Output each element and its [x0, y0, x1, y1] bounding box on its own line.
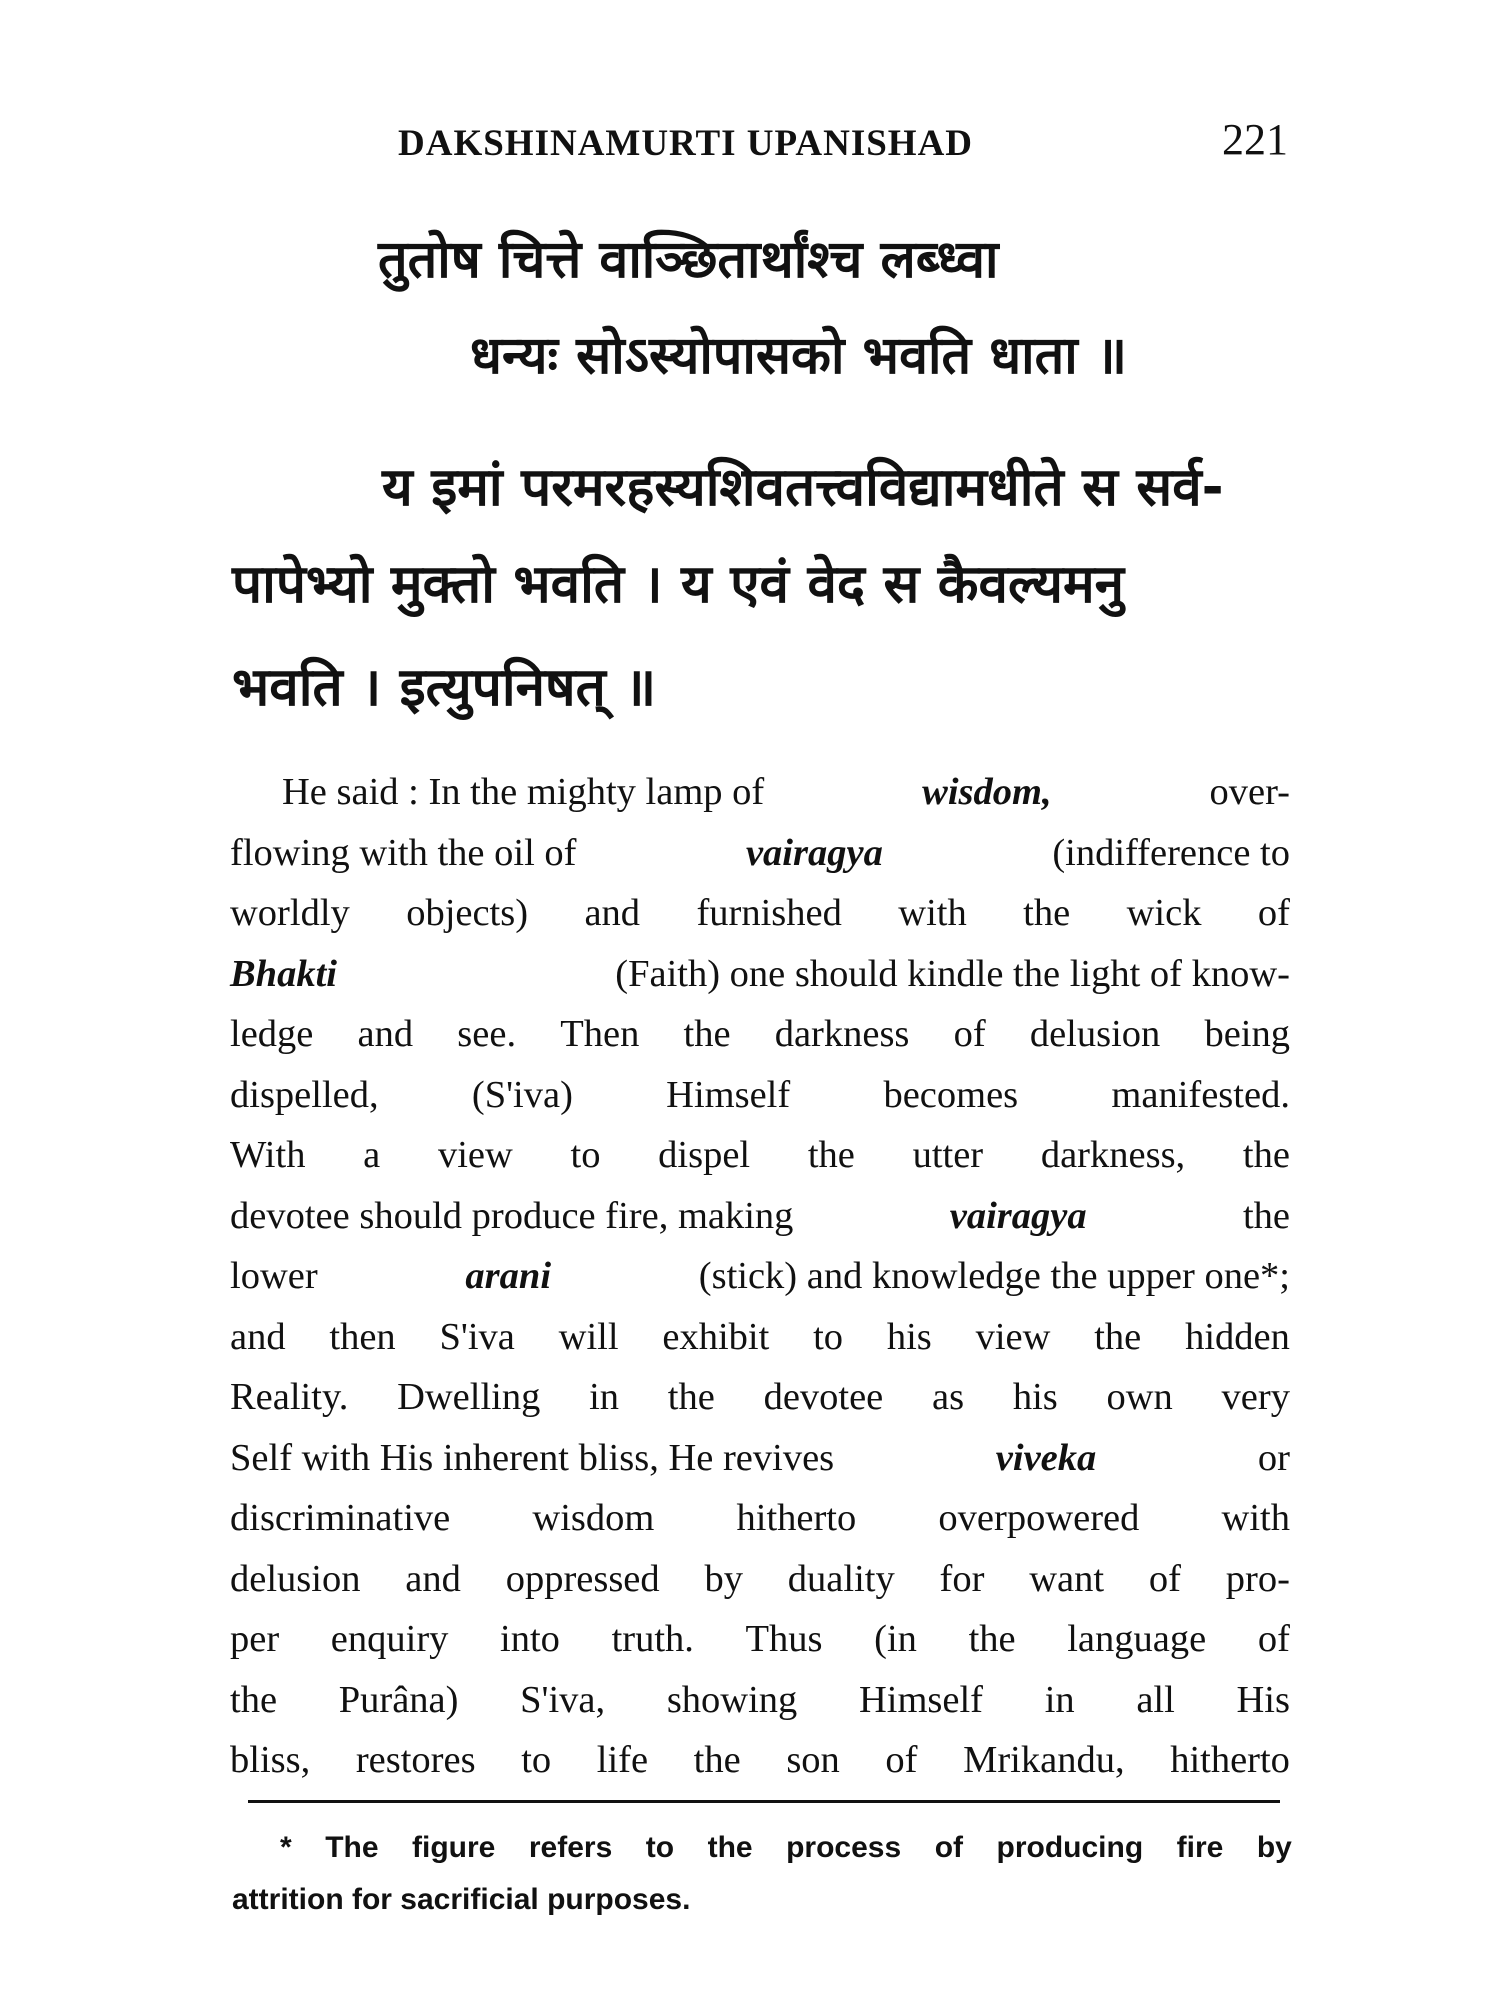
word: Thus: [745, 1618, 823, 1660]
text-line: [230, 1246, 1290, 1307]
text-line: [230, 1004, 1290, 1065]
text-segment: [230, 883, 1290, 944]
word: of: [1257, 1618, 1290, 1660]
word: refers: [528, 1831, 613, 1864]
word: view: [437, 1134, 513, 1176]
word: showing: [666, 1678, 798, 1721]
word: devotee: [763, 1376, 884, 1418]
word: (in: [874, 1618, 917, 1660]
word: The: [325, 1831, 379, 1864]
footnote-line: [232, 1822, 1292, 1874]
word: hitherto: [736, 1497, 857, 1539]
text-line: [230, 1186, 1290, 1247]
word: to: [813, 1315, 844, 1358]
word: with: [898, 892, 967, 934]
word: restores: [355, 1739, 476, 1781]
word: duality: [787, 1557, 895, 1600]
text-line: [230, 823, 1290, 884]
word: as: [932, 1376, 965, 1418]
word: exhibit: [662, 1315, 770, 1358]
word: furnished: [696, 892, 842, 934]
text-segment: [230, 1730, 1290, 1791]
text-segment: (Faith) one should kindle the light of know-: [615, 952, 1290, 995]
word: see.: [457, 1013, 517, 1055]
word: for: [939, 1557, 985, 1600]
text-line: [230, 1670, 1290, 1731]
word: Himself: [666, 1073, 791, 1116]
word: hitherto: [1170, 1739, 1290, 1781]
word: very: [1221, 1376, 1290, 1418]
text-segment: Self with His inherent bliss, He revives: [230, 1436, 835, 1479]
word: own: [1106, 1376, 1173, 1418]
sanskrit-colophon-line-2: पापेभ्यो मुक्तो भवति । य एवं वेद स कैवल्यमनु: [232, 554, 1125, 615]
word: manifested.: [1111, 1073, 1290, 1116]
text-segment: [230, 1125, 1290, 1186]
text-line: [230, 1549, 1290, 1610]
text-segment: [230, 1488, 1290, 1549]
word: becomes: [883, 1073, 1019, 1116]
text-segment: He said : In the mighty lamp of: [282, 771, 765, 813]
word: Dwelling: [397, 1376, 541, 1418]
word: per: [230, 1618, 280, 1660]
word: want: [1029, 1557, 1105, 1600]
word: by: [1256, 1831, 1292, 1864]
word: and: [357, 1013, 414, 1055]
text-line: [230, 762, 1290, 823]
word: discriminative: [230, 1497, 451, 1539]
text-line: [230, 944, 1290, 1005]
italic-term: arani: [465, 1255, 552, 1297]
word: objects): [406, 892, 529, 934]
text-segment: [230, 1065, 1290, 1126]
word: of: [1148, 1557, 1181, 1600]
word: to: [645, 1831, 675, 1864]
word: and: [230, 1315, 286, 1358]
word: process: [786, 1831, 902, 1864]
word: in: [1044, 1678, 1075, 1721]
word: of: [953, 1013, 986, 1055]
text-line: [230, 1065, 1290, 1126]
word: bliss,: [230, 1739, 311, 1781]
footnote-divider: [248, 1800, 1280, 1803]
text-segment: lower: [230, 1255, 318, 1297]
word: the: [968, 1618, 1016, 1660]
page-number: 221: [1222, 115, 1288, 164]
text-line: [230, 1367, 1290, 1428]
word: and: [584, 892, 641, 934]
word: of: [934, 1831, 964, 1864]
word: to: [521, 1739, 552, 1781]
word: wick: [1126, 892, 1202, 934]
text-segment: [230, 1670, 1290, 1731]
footnote-line: [232, 1874, 1292, 1926]
text-segment: (indifference to: [1052, 831, 1290, 874]
word: pro-: [1225, 1557, 1290, 1600]
italic-term: wisdom,: [922, 771, 1052, 813]
text-segment: [230, 1609, 1290, 1670]
word: dispel: [658, 1134, 751, 1176]
footnote: [232, 1822, 1292, 1926]
word: the: [693, 1739, 741, 1781]
text-segment: or: [1257, 1436, 1290, 1479]
word: oppressed: [505, 1557, 660, 1600]
word: view: [975, 1315, 1051, 1358]
text-line: [230, 1428, 1290, 1489]
word: of: [885, 1739, 918, 1781]
word: dispelled,: [230, 1073, 379, 1116]
text-segment: flowing with the oil of: [230, 831, 577, 874]
word: the: [230, 1678, 278, 1721]
text-segment: devotee should produce fire, making: [230, 1194, 794, 1237]
word: into: [500, 1618, 560, 1660]
word: utter: [912, 1134, 984, 1176]
text-segment: [230, 1549, 1290, 1610]
word: truth.: [611, 1618, 694, 1660]
text-line: [230, 1125, 1290, 1186]
text-line: [230, 1609, 1290, 1670]
italic-term: vairagya: [949, 1194, 1087, 1237]
text-line: [230, 1307, 1290, 1368]
footnote-text: attrition for sacrificial purposes.: [232, 1883, 691, 1916]
sanskrit-verse-line-2: धन्यः सोऽस्योपासको भवति धाता ॥: [470, 326, 1127, 386]
sanskrit-colophon-line-1: य इमां परमरहस्यशिवतत्त्वविद्यामधीते स सर्व-: [382, 457, 1224, 518]
word: worldly: [230, 892, 350, 934]
text-line: [230, 883, 1290, 944]
word: producing: [996, 1831, 1144, 1864]
word: the: [683, 1013, 731, 1055]
word: wisdom: [532, 1497, 655, 1539]
word: S'iva: [439, 1315, 515, 1358]
word: Then: [560, 1013, 640, 1055]
word: of: [1257, 892, 1290, 934]
italic-term: Bhakti: [230, 952, 337, 995]
word: language: [1067, 1618, 1207, 1660]
word: son: [786, 1739, 840, 1781]
word: (S'iva): [471, 1073, 573, 1116]
word: in: [589, 1376, 620, 1418]
word: his: [886, 1315, 932, 1358]
word: ledge: [230, 1013, 314, 1055]
word: the: [1023, 892, 1071, 934]
word: all: [1136, 1678, 1175, 1721]
word: With: [230, 1134, 306, 1176]
word: delusion: [1029, 1013, 1161, 1055]
word: S'iva,: [520, 1678, 606, 1721]
word: overpowered: [938, 1497, 1140, 1539]
text-line: [230, 1488, 1290, 1549]
word: fire: [1176, 1831, 1224, 1864]
text-segment: over-: [1209, 771, 1290, 813]
text-segment: (stick) and knowledge the upper one*;: [698, 1255, 1290, 1297]
word: Himself: [858, 1678, 984, 1721]
text-segment: [230, 1367, 1290, 1428]
word: the: [667, 1376, 715, 1418]
word: with: [1221, 1497, 1290, 1539]
word: and: [405, 1557, 461, 1600]
word: figure: [412, 1831, 496, 1864]
word: then: [329, 1315, 396, 1358]
word: Reality.: [230, 1376, 349, 1418]
text-segment: the: [1242, 1194, 1290, 1237]
italic-term: vairagya: [745, 831, 883, 874]
text-line: [230, 1730, 1290, 1791]
word: to: [570, 1134, 601, 1176]
text-segment: [230, 1307, 1290, 1368]
word: life: [596, 1739, 649, 1781]
translation-paragraph: [230, 762, 1290, 1791]
word: the: [707, 1831, 753, 1864]
word: darkness: [774, 1013, 910, 1055]
word: a: [363, 1134, 381, 1176]
word: His: [1236, 1678, 1290, 1721]
word: hidden: [1185, 1315, 1290, 1358]
word: darkness,: [1040, 1134, 1186, 1176]
word: Purâna): [338, 1678, 459, 1721]
word: his: [1012, 1376, 1058, 1418]
word: by: [704, 1557, 743, 1600]
sanskrit-colophon-line-3: भवति । इत्युपनिषत् ॥: [232, 657, 657, 718]
footnote-text: [280, 1822, 1292, 1874]
italic-term: viveka: [995, 1436, 1097, 1479]
word: being: [1204, 1013, 1290, 1055]
word: the: [807, 1134, 855, 1176]
word: *: [280, 1831, 292, 1864]
word: delusion: [230, 1557, 361, 1600]
running-title: DAKSHINAMURTI UPANISHAD: [398, 123, 974, 164]
word: the: [1094, 1315, 1142, 1358]
sanskrit-verse-line-1: तुतोष चित्ते वाञ्छितार्थांश्च लब्ध्वा: [378, 230, 999, 290]
word: enquiry: [330, 1618, 449, 1660]
word: Mrikandu,: [963, 1739, 1125, 1781]
text-segment: [230, 1004, 1290, 1065]
word: will: [558, 1315, 619, 1358]
word: the: [1242, 1134, 1290, 1176]
